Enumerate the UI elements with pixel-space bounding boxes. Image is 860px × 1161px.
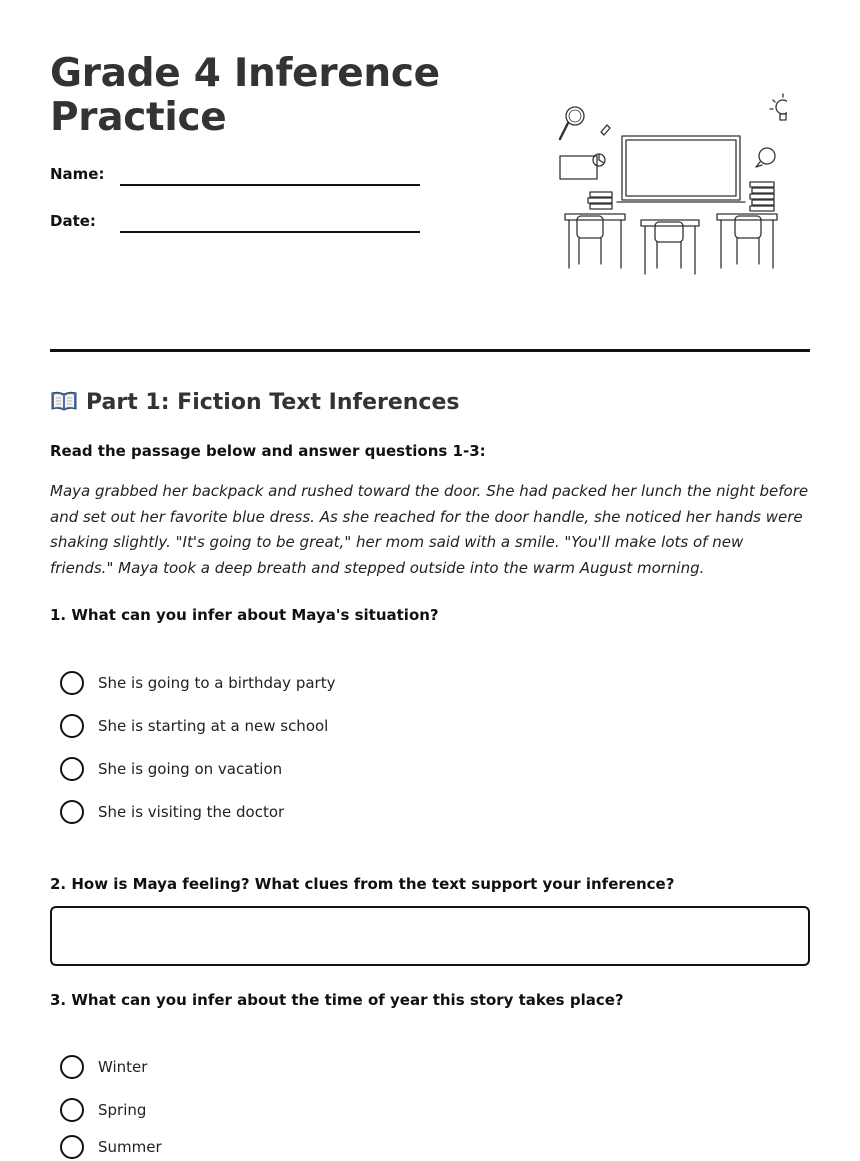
part1-title: Part 1: Fiction Text Inferences [86,390,460,415]
option-label: She is going on vacation [98,760,283,778]
option-label: Summer [98,1138,162,1156]
q1-option-2[interactable] [60,714,560,740]
part1-heading [50,388,459,418]
q1-option-4[interactable] [60,800,560,826]
option-label: She is starting at a new school [98,717,329,735]
date-line[interactable] [120,231,420,233]
q2-answer-box[interactable] [50,906,810,966]
radio-button[interactable] [60,1098,84,1122]
date-field[interactable] [50,211,420,235]
name-field[interactable] [50,164,420,188]
radio-button[interactable] [60,671,84,695]
title-line-2: Practice [50,95,227,140]
radio-button[interactable] [60,800,84,824]
name-label: Name: [50,165,105,183]
radio-button[interactable] [60,1135,84,1159]
q1-option-3[interactable] [60,757,560,783]
question-3: 3. What can you infer about the time of year this story takes place? [50,991,624,1009]
radio-button[interactable] [60,714,84,738]
open-book-icon [50,390,78,412]
option-label: Spring [98,1101,147,1119]
radio-button[interactable] [60,757,84,781]
option-label: She is visiting the doctor [98,803,285,821]
date-label: Date: [50,212,96,230]
q1-option-1[interactable] [60,671,560,697]
question-2: 2. How is Maya feeling? What clues from the text support your inference? [50,875,675,893]
q3-option-3[interactable] [60,1135,560,1161]
name-line[interactable] [120,184,420,186]
title-line-1: Grade 4 Inference [50,51,440,96]
q3-option-2[interactable] [60,1098,560,1124]
radio-button[interactable] [60,1055,84,1079]
worksheet-title [50,52,470,140]
option-label: Winter [98,1058,148,1076]
classroom-illustration-icon [555,92,787,278]
section-divider [50,349,810,352]
option-label: She is going to a birthday party [98,674,336,692]
part1-instruction: Read the passage below and answer questions 1-3: [50,442,486,460]
reading-passage: Maya grabbed her backpack and rushed toward the door. She had packed her lunch the night before and set out her favorite blue dress. As she reached for the door handle, she noticed her hands were shaking slightly. "It's going to be great," her mom said with a smile. "You'll make lots of new friends." Maya took a deep breath and stepped outside into the warm August morning. [50,482,809,578]
question-1: 1. What can you infer about Maya's situation? [50,606,439,624]
q3-option-1[interactable] [60,1055,560,1081]
